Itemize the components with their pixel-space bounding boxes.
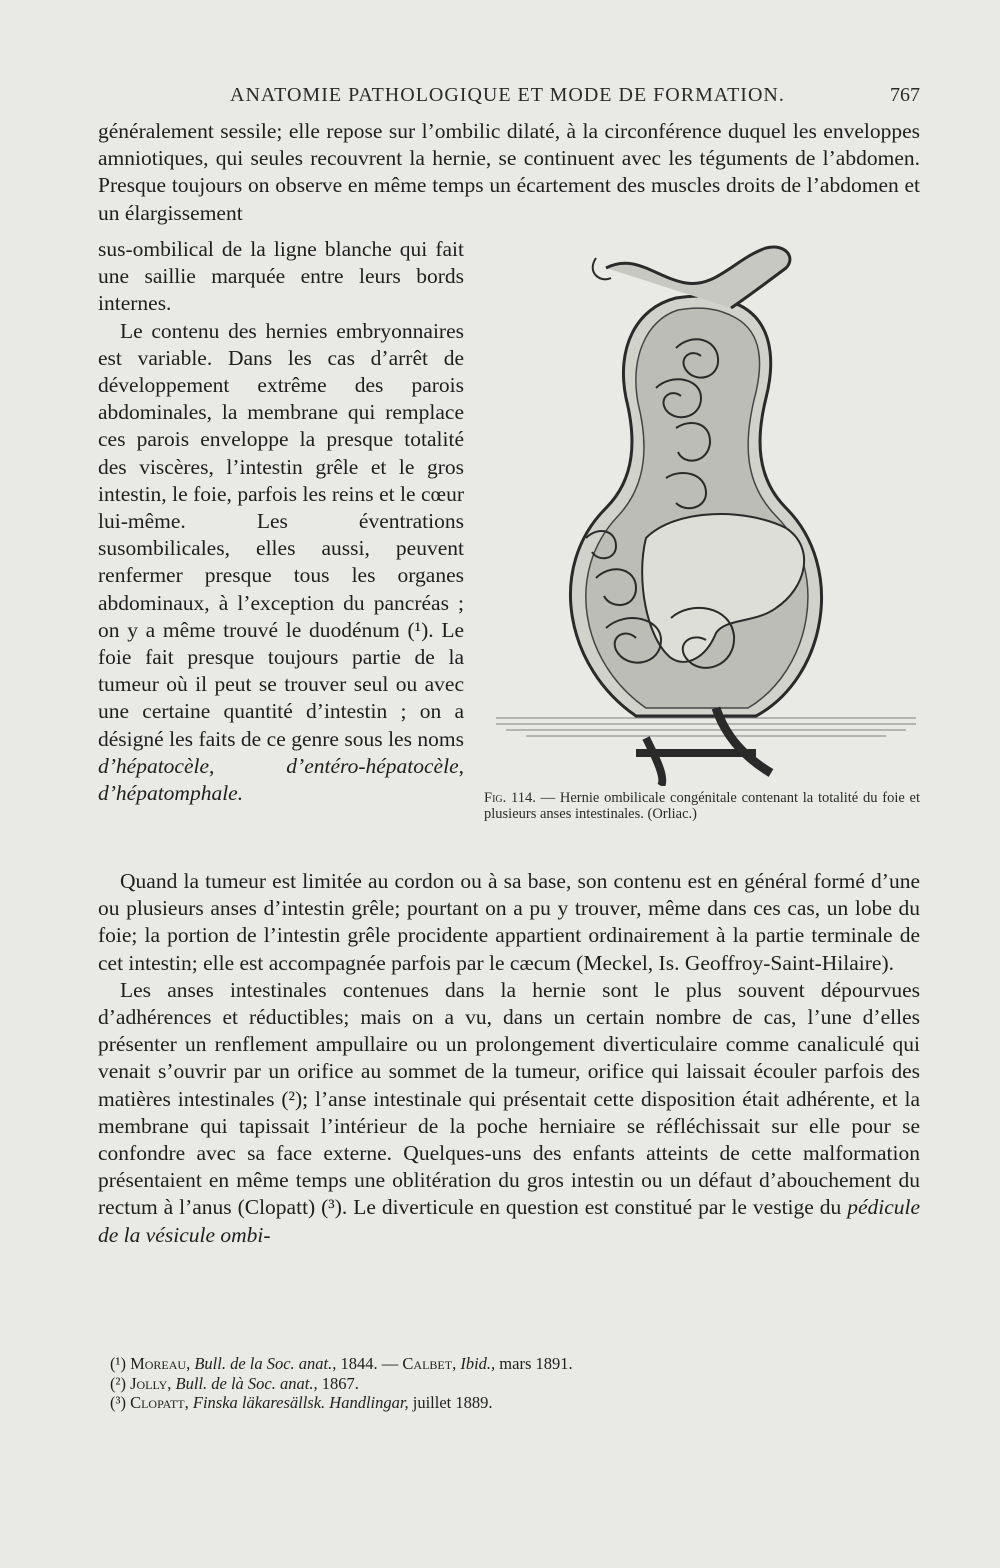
footnote-rest: 1844. —	[340, 1354, 399, 1373]
running-title: ANATOMIE PATHOLOGIQUE ET MODE DE FORMATION.	[230, 84, 785, 106]
footnote-author: Moreau,	[130, 1354, 191, 1373]
page-number: 767	[890, 84, 920, 106]
footnote-author: Clopatt,	[130, 1393, 189, 1412]
term-entero-hepatocele: d’entéro-hépatocèle	[286, 753, 459, 778]
left-column-text	[98, 236, 464, 807]
footnote-source: Bull. de là Soc. anat.,	[175, 1373, 318, 1393]
paragraph-4-italic: pédicule de la vésicule ombi-	[98, 1195, 921, 1247]
term-hepatocele: d’hépatocèle	[98, 753, 210, 778]
footnote-author: Jolly,	[130, 1373, 172, 1393]
main-text-bottom	[98, 868, 920, 1249]
footnote-mark: (³)	[110, 1393, 126, 1412]
footnote-mark: (²)	[110, 1373, 126, 1393]
figure-label: Fig. 114.	[484, 790, 536, 806]
footnote-mark: (¹)	[110, 1354, 126, 1373]
paragraph-1-left: sus-ombilical de la ligne blanche qui fait une saillie marquée entre leurs bords internes.	[98, 237, 464, 316]
paragraph-1-full: généralement sessile; elle repose sur l’ombilic dilaté, à la circonférence duquel les enveloppes amniotiques, qui seules recouvrent la hernie, se continuent avec les téguments de l’abdomen. Presque toujours on observe en même temps un écartement des muscles droits de l’abdomen et un élargissement	[98, 119, 920, 225]
term-hepatomphale: d’hépatomphale.	[98, 781, 244, 806]
footnote-author-2: Calbet,	[402, 1354, 457, 1373]
footnote-source: Finska läkaresällsk. Handlingar,	[192, 1393, 409, 1412]
figure-caption-text: — Hernie ombilicale congénitale contenant la totalité du foie et plusieurs anses intestinales. (Orliac.)	[484, 790, 921, 822]
paragraph-3: Quand la tumeur est limitée au cordon ou à sa base, son contenu est en général formé d’une ou plusieurs anses d’intestin grêle; pourtant on a pu y trouver, même dans ces cas, un lobe du foie; la portion de l’intestin grêle procidente appartient ordinairement à la partie terminale de cet intestin; elle est accompagnée parfois par le cæcum (Meckel, Is. Geoffroy-Saint-Hilaire).	[98, 869, 920, 975]
footnote-3	[110, 1393, 910, 1413]
paragraph-continued	[98, 118, 920, 227]
footnote-1	[110, 1354, 910, 1374]
paragraph-2: Le contenu des hernies embryonnaires est variable. Dans les cas d’arrêt de développement extrême des parois abdominales, la membrane qui remplace ces parois enveloppe la presque totalité des viscères, l’intestin grêle et le gros intestin, le foie, parfois les reins et le cœur lui-même. Les éventrations susombilicales, elles aussi, peuvent renfermer presque tous les organes abdominaux, à l’exception du pancréas ; on y a même trouvé le duodénum (¹). Le foie fait presque toujours partie de la tumeur où il peut se trouver seul ou avec une certaine quantité d’intestin ; on a désigné les faits de ce genre sous les noms d’hépatocèle, d’entéro-hépatocèle, d’hépatomphale.	[98, 318, 464, 806]
hernia-illustration	[486, 238, 922, 786]
footnote-rest: juillet 1889.	[412, 1393, 493, 1412]
paragraph-2-main: Le contenu des hernies embryonnaires est variable. Dans les cas d’arrêt de développement extrême des parois abdominales, la membrane qui remplace ces parois enveloppe la presque totalité des viscères, l’intestin grêle et le gros intestin, le foie, parfois les reins et le cœur lui-même. Les éventrations susombilicales, elles aussi, peuvent renfermer presque tous les organes abdominaux, à l’exception du pancréas ; on y a même trouvé le duodénum (¹). Le foie fait presque toujours partie de la tumeur où il peut se trouver seul ou avec une certaine quantité d’intestin ; on a désigné les faits de ce genre sous les noms	[98, 318, 464, 751]
footnote-2	[110, 1374, 910, 1394]
running-header	[100, 80, 920, 114]
footnotes	[110, 1354, 910, 1413]
footnote-rest: 1867.	[321, 1373, 359, 1393]
figure-caption	[484, 790, 920, 822]
footnote-source-2: Ibid.,	[460, 1354, 496, 1373]
paragraph-4	[98, 977, 920, 1249]
footnote-source: Bull. de la Soc. anat.,	[194, 1354, 337, 1373]
footnote-rest-2: mars 1891.	[499, 1354, 573, 1373]
paragraph-4-main: Les anses intestinales contenues dans la hernie sont le plus souvent dépourvues d’adhérences et réductibles; mais on a vu, dans un certain nombre de cas, l’une d’elles présenter un renflement ampullaire ou un prolongement diverticulaire comme canaliculé qui venait s’ouvrir par un orifice au sommet de la tumeur, orifice qui laissait écouler parfois des matières intestinales (²); l’anse intestinale qui présentait cette disposition était adhérente, et la membrane qui tapissait l’intérieur de la poche herniaire se réfléchissait sur elle pour se confondre avec sa face externe. Quelques-uns des enfants atteints de cette malformation présentaient en même temps une oblitération du gros intestin ou un défaut d’abouchement du rectum à l’anus (Clopatt) (³). Le diverticule en question est constitué par le vestige du	[98, 977, 920, 1220]
